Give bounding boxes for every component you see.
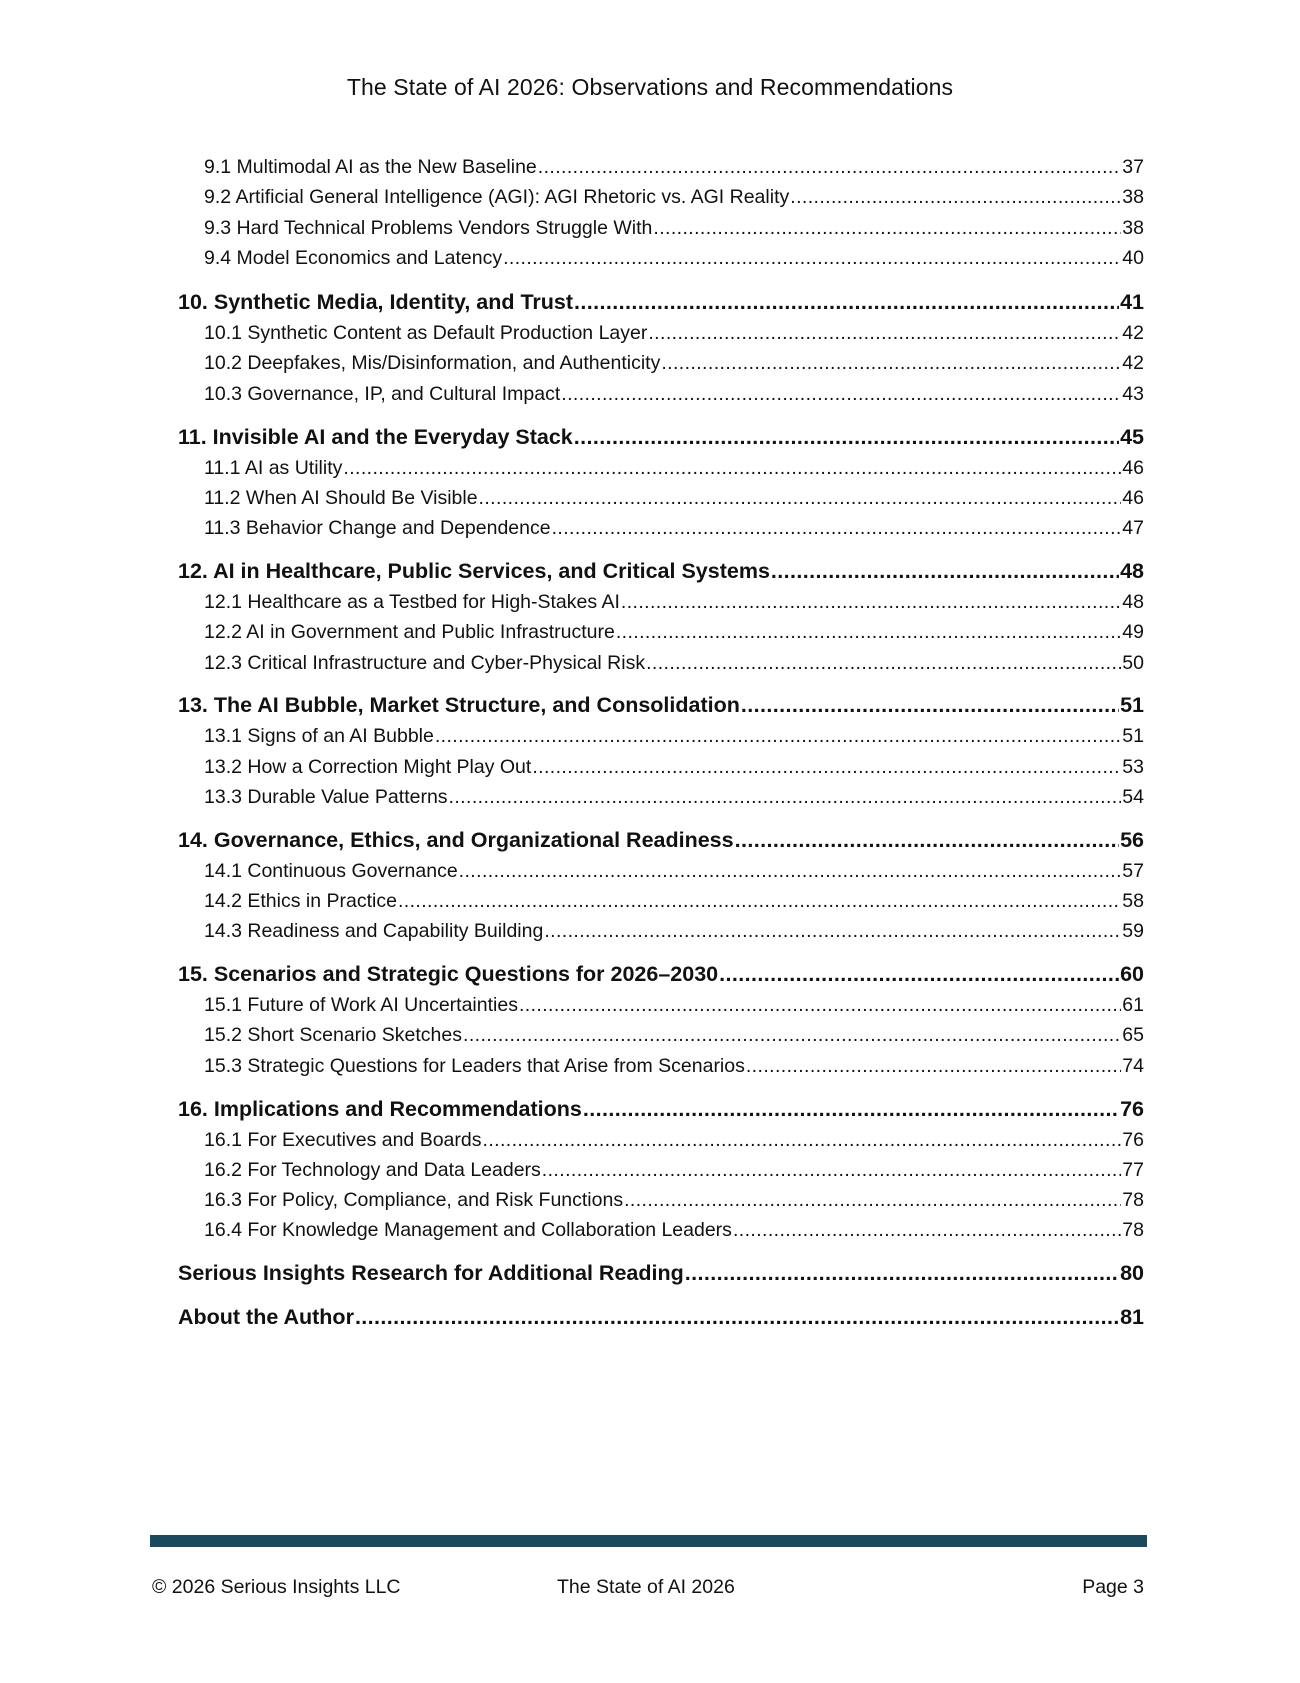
toc-dot-leader (735, 825, 1119, 856)
toc-entry-label: 16.4 For Knowledge Management and Collaboration Leaders (204, 1219, 732, 1242)
toc-dot-leader (771, 556, 1119, 587)
toc-entry-label: 10.1 Synthetic Content as Default Production Layer (204, 322, 648, 345)
toc-entry-page-number: 43 (1122, 382, 1144, 405)
toc-entry-page-number: 54 (1122, 785, 1144, 808)
page-header-title: The State of AI 2026: Observations and Recommendations (346, 74, 954, 100)
toc-dot-leader (733, 1215, 1121, 1245)
toc-entry-label: 16.3 For Policy, Compliance, and Risk Functions (204, 1189, 624, 1212)
toc-dot-leader (479, 483, 1122, 513)
toc-subsection-entry[interactable] (178, 752, 1144, 782)
toc-subsection-entry[interactable] (178, 1155, 1144, 1185)
toc-entry-page-number: 80 (1120, 1261, 1144, 1286)
toc-dot-leader (646, 648, 1121, 678)
toc-entry-page-number: 50 (1122, 651, 1144, 674)
footer-copyright: © 2026 Serious Insights LLC (152, 1576, 401, 1598)
toc-dot-leader (685, 1258, 1119, 1289)
toc-section-entry[interactable] (178, 556, 1144, 587)
toc-entry-label: 15.1 Future of Work AI Uncertainties (204, 994, 518, 1017)
footer-divider-bar (150, 1535, 1147, 1547)
toc-entry-page-number: 46 (1122, 486, 1144, 509)
toc-entry-label: 9.1 Multimodal AI as the New Baseline (204, 156, 537, 178)
toc-subsection-entry[interactable] (178, 513, 1144, 543)
toc-dot-leader (463, 1020, 1121, 1050)
toc-subsection-entry[interactable] (178, 1125, 1144, 1155)
toc-subsection-entry[interactable] (178, 182, 1144, 212)
toc-entry-page-number: 38 (1122, 216, 1144, 239)
toc-dot-leader (459, 856, 1122, 886)
toc-subsection-entry[interactable] (178, 1185, 1144, 1215)
toc-dot-leader (624, 1185, 1121, 1215)
toc-entry-label: 13.3 Durable Value Patterns (204, 785, 448, 808)
toc-entry-label: 14.2 Ethics in Practice (204, 890, 397, 913)
toc-dot-leader (661, 348, 1121, 378)
toc-dot-leader (538, 152, 1122, 182)
toc-entry-label: 11.3 Behavior Change and Dependence (204, 517, 551, 540)
toc-entry-label: 11.2 When AI Should Be Visible (204, 486, 478, 509)
toc-dot-leader (519, 990, 1121, 1020)
footer-document-title: The State of AI 2026 (557, 1576, 735, 1598)
toc-entry-page-number: 78 (1122, 1219, 1144, 1242)
toc-entry-page-number: 41 (1120, 290, 1144, 315)
toc-subsection-entry[interactable] (178, 990, 1144, 1020)
toc-entry-page-number: 46 (1122, 456, 1144, 479)
toc-entry-label: 13. The AI Bubble, Market Structure, and Consolidation (178, 693, 740, 718)
toc-entry-page-number: 78 (1122, 1189, 1144, 1212)
toc-dot-leader (532, 752, 1121, 782)
toc-dot-leader (574, 422, 1119, 453)
toc-subsection-entry[interactable] (178, 1215, 1144, 1245)
toc-section-entry[interactable] (178, 1302, 1144, 1333)
toc-entry-label: 14. Governance, Ethics, and Organizational Readiness (178, 827, 734, 852)
toc-entry-page-number: 81 (1120, 1304, 1144, 1329)
toc-entry-label: 13.1 Signs of an AI Bubble (204, 725, 434, 748)
toc-subsection-entry[interactable] (178, 1020, 1144, 1050)
toc-dot-leader (552, 513, 1122, 543)
toc-entry-page-number: 74 (1122, 1054, 1144, 1077)
toc-entry-page-number: 37 (1122, 156, 1144, 178)
toc-entry-page-number: 51 (1122, 725, 1144, 748)
toc-subsection-entry[interactable] (178, 587, 1144, 617)
toc-entry-label: 16.1 For Executives and Boards (204, 1128, 482, 1151)
footer-page-number: Page 3 (1082, 1576, 1144, 1598)
toc-entry-page-number: 40 (1122, 246, 1144, 269)
toc-dot-leader (561, 379, 1121, 409)
toc-entry-page-number: 49 (1122, 621, 1144, 644)
toc-entry-page-number: 48 (1120, 558, 1144, 583)
toc-dot-leader (746, 1051, 1121, 1081)
toc-dot-leader (790, 182, 1121, 212)
toc-entry-page-number: 60 (1120, 962, 1144, 987)
toc-dot-leader (719, 959, 1119, 990)
table-of-contents (178, 152, 1144, 1333)
toc-subsection-entry[interactable] (178, 648, 1144, 678)
toc-entry-label: 10. Synthetic Media, Identity, and Trust (178, 290, 574, 315)
toc-subsection-entry[interactable] (178, 617, 1144, 647)
toc-dot-leader (398, 886, 1121, 916)
toc-entry-label: About the Author (178, 1304, 354, 1329)
toc-entry-label: 14.1 Continuous Governance (204, 859, 458, 882)
toc-entry-page-number: 76 (1120, 1096, 1144, 1121)
toc-entry-page-number: 58 (1122, 890, 1144, 913)
toc-section-entry[interactable] (178, 287, 1144, 318)
toc-section-entry[interactable] (178, 959, 1144, 990)
toc-dot-leader (483, 1125, 1122, 1155)
toc-subsection-entry[interactable] (178, 243, 1144, 273)
toc-entry-page-number: 77 (1122, 1158, 1144, 1181)
toc-entry-page-number: 53 (1122, 755, 1144, 778)
toc-entry-label: 16.2 For Technology and Data Leaders (204, 1158, 541, 1181)
toc-section-entry[interactable] (178, 1094, 1144, 1125)
toc-subsection-entry[interactable] (178, 1051, 1144, 1081)
toc-dot-leader (355, 1302, 1119, 1333)
toc-section-entry[interactable] (178, 825, 1144, 856)
toc-entry-page-number: 42 (1122, 322, 1144, 345)
toc-entry-label: 15.2 Short Scenario Sketches (204, 1024, 462, 1047)
toc-entry-label: 16. Implications and Recommendations (178, 1096, 582, 1121)
toc-entry-label: 13.2 How a Correction Might Play Out (204, 755, 532, 778)
toc-entry-label: 10.2 Deepfakes, Mis/Disinformation, and Authenticity (204, 352, 661, 375)
toc-entry-page-number: 45 (1120, 424, 1144, 449)
toc-dot-leader (583, 1094, 1119, 1125)
toc-dot-leader (343, 453, 1121, 483)
toc-dot-leader (653, 213, 1121, 243)
toc-subsection-entry[interactable] (178, 453, 1144, 483)
toc-subsection-entry[interactable] (178, 318, 1144, 348)
toc-entry-page-number: 59 (1122, 920, 1144, 943)
toc-entry-page-number: 65 (1122, 1024, 1144, 1047)
toc-dot-leader (648, 318, 1121, 348)
toc-dot-leader (449, 782, 1122, 812)
toc-entry-label: 14.3 Readiness and Capability Building (204, 920, 544, 943)
toc-subsection-entry[interactable] (178, 782, 1144, 812)
toc-section-entry[interactable] (178, 690, 1144, 721)
toc-dot-leader (542, 1155, 1122, 1185)
toc-subsection-entry[interactable] (178, 483, 1144, 513)
toc-entry-label: 12.1 Healthcare as a Testbed for High-Stakes AI (204, 590, 620, 613)
toc-entry-label: 11. Invisible AI and the Everyday Stack (178, 424, 573, 449)
toc-entry-page-number: 56 (1120, 827, 1144, 852)
toc-entry-page-number: 61 (1122, 994, 1144, 1017)
toc-dot-leader (503, 243, 1121, 273)
toc-subsection-entry[interactable] (178, 379, 1144, 409)
toc-entry-page-number: 47 (1122, 517, 1144, 540)
toc-entry-label: 10.3 Governance, IP, and Cultural Impact (204, 382, 561, 405)
toc-section-entry[interactable] (178, 422, 1144, 453)
toc-dot-leader (741, 690, 1119, 721)
toc-entry-page-number: 57 (1122, 859, 1144, 882)
toc-entry-label: 9.2 Artificial General Intelligence (AGI): AGI Rhetoric vs. AGI Reality (204, 186, 790, 209)
toc-subsection-entry[interactable] (178, 213, 1144, 243)
toc-entry-label: 12.3 Critical Infrastructure and Cyber-Physical Risk (204, 651, 646, 674)
toc-entry-page-number: 48 (1122, 590, 1144, 613)
toc-entry-page-number: 51 (1120, 693, 1144, 718)
toc-entry-label: 11.1 AI as Utility (204, 456, 343, 479)
toc-entry-page-number: 76 (1122, 1128, 1144, 1151)
toc-dot-leader (435, 721, 1121, 751)
toc-dot-leader (544, 916, 1121, 946)
toc-dot-leader (621, 587, 1121, 617)
toc-entry-label: 9.3 Hard Technical Problems Vendors Struggle With (204, 216, 653, 239)
toc-dot-leader (574, 287, 1119, 318)
toc-section-entry[interactable] (178, 1258, 1144, 1289)
page-footer (150, 1576, 1147, 1604)
toc-entry-label: Serious Insights Research for Additional Reading (178, 1261, 684, 1286)
toc-subsection-entry[interactable] (178, 348, 1144, 378)
toc-entry-label: 15.3 Strategic Questions for Leaders that Arise from Scenarios (204, 1054, 745, 1077)
toc-subsection-entry[interactable] (178, 916, 1144, 946)
toc-subsection-entry[interactable] (178, 856, 1144, 886)
toc-subsection-entry[interactable] (178, 721, 1144, 751)
toc-subsection-entry[interactable] (178, 152, 1144, 182)
toc-entry-label: 12.2 AI in Government and Public Infrastructure (204, 621, 615, 644)
toc-entry-label: 12. AI in Healthcare, Public Services, and Critical Systems (178, 558, 770, 583)
toc-entry-page-number: 38 (1122, 186, 1144, 209)
toc-dot-leader (616, 617, 1121, 647)
toc-entry-page-number: 42 (1122, 352, 1144, 375)
toc-entry-label: 15. Scenarios and Strategic Questions for 2026–2030 (178, 962, 719, 987)
toc-entry-label: 9.4 Model Economics and Latency (204, 246, 503, 269)
toc-subsection-entry[interactable] (178, 886, 1144, 916)
